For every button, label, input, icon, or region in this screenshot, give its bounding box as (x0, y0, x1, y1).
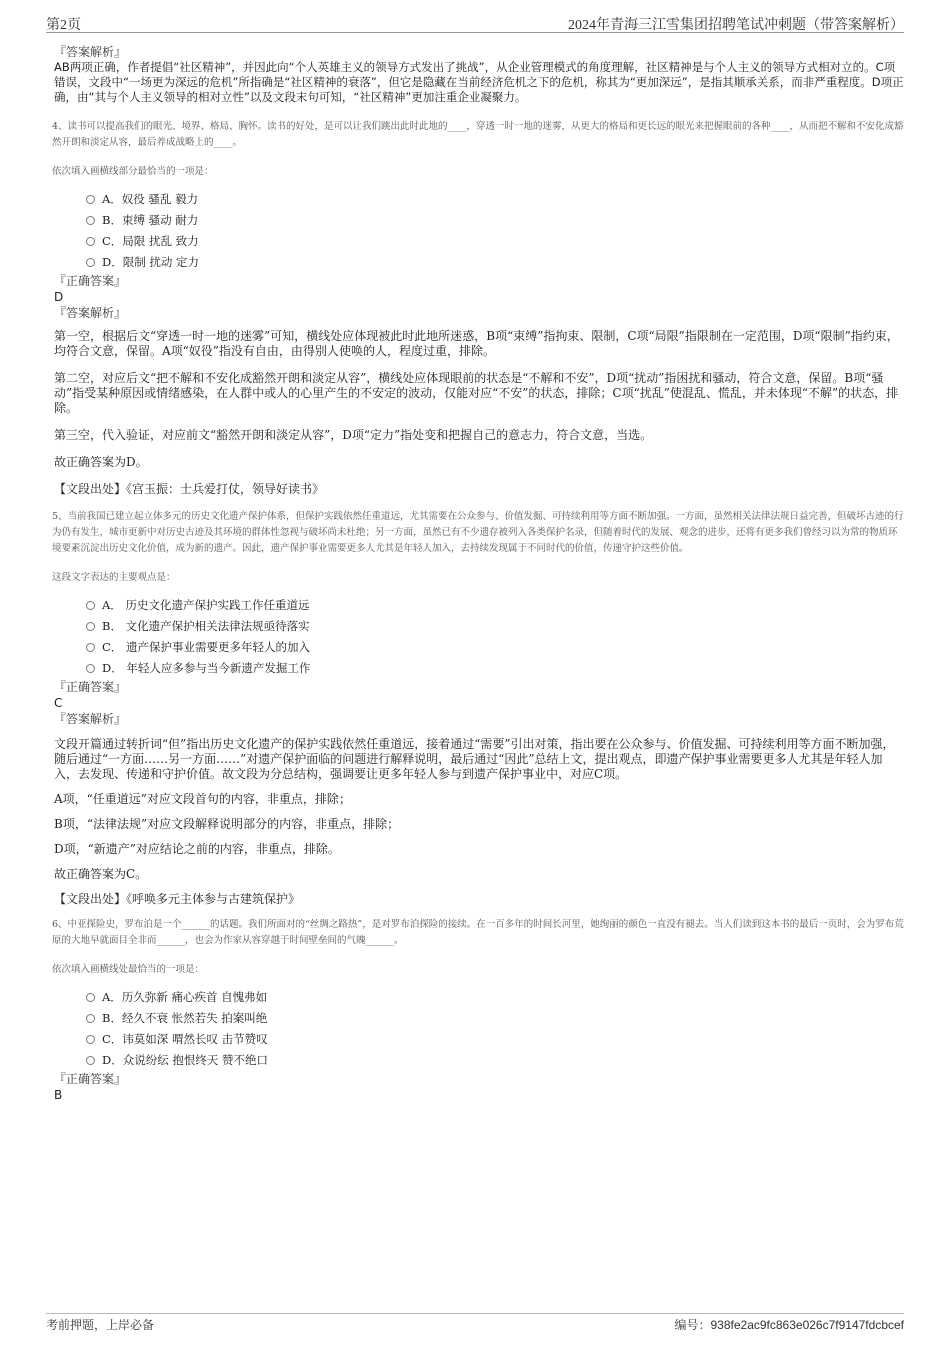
page-number: 第2页 (46, 18, 81, 33)
radio-icon[interactable] (86, 622, 95, 631)
option-a[interactable]: A．奴役 骚乱 毅力 (86, 189, 906, 210)
option-c[interactable]: C．讳莫如深 喟然长叹 击节赞叹 (86, 1029, 906, 1050)
radio-icon[interactable] (86, 1035, 95, 1044)
radio-icon[interactable] (86, 216, 95, 225)
radio-icon[interactable] (86, 1056, 95, 1065)
question-6-options (86, 987, 906, 1071)
option-d[interactable]: D． 年轻人应多参与当今新遗产发掘工作 (86, 658, 906, 679)
correct-answer: C (54, 696, 63, 710)
radio-icon[interactable] (86, 601, 95, 610)
radio-icon[interactable] (86, 258, 95, 267)
radio-icon[interactable] (86, 664, 95, 673)
explain-paragraph: 第一空，根据后文“穿透一时一地的迷雾”可知，横线处应体现被此时此地所迷惑，B项“束缚”指拘束、限制，C项“局限”指限制在一定范围，D项“限制”指约束，均符合文意，保留。A项“奴役”指没有自由，由得别人使唤的人，程度过重，排除。 (54, 329, 899, 358)
question-4-text: 4、读书可以提高我们的眼光、境界、格局、胸怀。读书的好处，是可以让我们跳出此时此地的____，穿透一时一地的迷雾，从更大的格局和更长远的眼光来把握眼前的各种____，从而把不解和不安化成豁然开朗和淡定从容，最后养成战略上的____。 (52, 121, 904, 148)
explain-paragraph: B项，“法律法规”对应文段解释说明部分的内容，非重点，排除； (54, 817, 400, 831)
option-a[interactable]: A． 历史文化遗产保护实践工作任重道远 (86, 595, 906, 616)
question-5-options (86, 595, 906, 679)
document-body (46, 44, 906, 1103)
option-a[interactable]: A．历久弥新 痛心疾首 自愧弗如 (86, 987, 906, 1008)
answer-explain-label: 『答案解析』 (54, 306, 127, 320)
source-citation: 【文段出处】《宫玉振：士兵爱打仗，领导好读书》 (54, 482, 325, 496)
question-6-prompt: 依次填入画横线处最恰当的一项是： (52, 964, 205, 975)
option-b[interactable]: B．经久不衰 怅然若失 拍案叫绝 (86, 1008, 906, 1029)
option-d[interactable]: D．限制 扰动 定力 (86, 252, 906, 273)
explain-paragraph: 文段开篇通过转折词“但”指出历史文化遗产的保护实践依然任重道远，接着通过“需要”引出对策，指出要在公众参与、价值发掘、可持续利用等方面不断加强，随后通过“一方面……另一方面……”对遗产保护面临的问题进行解释说明，最后通过“因此”总结上文，提出观点，即遗产保护事业需要更多人尤其是年轻人加入，去发现、传递和守护价值。故文段为分总结构，强调要让更多年轻人参与到遗产保护事业中，对应C项。 (54, 737, 895, 781)
explain-paragraph: A项，“任重道远”对应文段首句的内容，非重点，排除； (54, 792, 351, 806)
radio-icon[interactable] (86, 195, 95, 204)
radio-icon[interactable] (86, 993, 95, 1002)
correct-answer-label: 『正确答案』 (54, 680, 127, 694)
question-6-text: 6、中亚探险史，罗布泊是一个______的话题。我们所面对的“丝绸之路热”，是对罗布泊探险的接续。在一百多年的时间长河里，她绚丽的颜色一直没有褪去。当人们读到这本书的最后一页时，会为罗布荒原的大地早就面目全非而______，也会为作家从容穿越于时间壁垒间的气魄______。 (52, 919, 904, 946)
source-citation: 【文段出处】《呼唤多元主体参与古建筑保护》 (54, 892, 301, 906)
option-b[interactable]: B．束缚 骚动 耐力 (86, 210, 906, 231)
correct-answer-label: 『正确答案』 (54, 274, 127, 288)
correct-answer-label: 『正确答案』 (54, 1072, 127, 1086)
explain-conclusion: 故正确答案为D。 (54, 455, 148, 469)
explain-paragraph: 第三空，代入验证，对应前文“豁然开朗和淡定从容”，D项“定力”指处变和把握自己的意志力，符合文意，当选。 (54, 428, 653, 442)
option-d[interactable]: D．众说纷纭 抱恨终天 赞不绝口 (86, 1050, 906, 1071)
answer-explain-label: 『答案解析』 (54, 712, 127, 726)
document-id: 编号：938fe2ac9fc863e026c7f9147fdcbcef (674, 1318, 904, 1332)
correct-answer: D (54, 290, 64, 304)
page-header (46, 12, 904, 33)
question-4-prompt: 依次填入画横线部分最恰当的一项是： (52, 166, 214, 177)
radio-icon[interactable] (86, 237, 95, 246)
explain-paragraph: 第二空，对应后文“把不解和不安化成豁然开朗和淡定从容”，横线处应体现眼前的状态是“不解和不安”，D项“扰动”指困扰和骚动，符合文意，保留。B项“骚动”指受某种原因或情绪感染，在人群中或人的心里产生的不安定的波动，仅能对应“不安”的状态，排除；C项“扰乱”使混乱、慌乱，并未体现“不解”的状态，排除。 (54, 371, 899, 415)
answer-explain-label: 『答案解析』 (54, 45, 127, 59)
question-5-text: 5、当前我国已建立起立体多元的历史文化遗产保护体系，但保护实践依然任重道远，尤其需要在公众参与、价值发掘、可持续利用等方面不断加强。一方面，虽然相关法律法规日益完善，但破坏古迹的行为仍有发生，城市更新中对历史古迹及其环境的群体性忽视与破坏尚未杜绝；另一方面，虽然已有不少遗存被列入各类保护名录，但随着时代的发展、观念的进步，还将有更多我们曾经习以为常的物质环境要素沉淀出历史文化价值，成为新的遗产。因此，遗产保护事业需要更多人尤其是年轻人加入，去持续发现属于不同时代的价值，传递守护这些价值。 (52, 511, 904, 554)
correct-answer: B (54, 1088, 63, 1102)
radio-icon[interactable] (86, 643, 95, 652)
explain-conclusion: 故正确答案为C。 (54, 867, 148, 881)
question-5-prompt: 这段文字表达的主要观点是： (52, 572, 176, 583)
page-footer (46, 1313, 904, 1334)
question-4-options (86, 189, 906, 273)
document-title: 2024年青海三江雪集团招聘笔试冲刺题（带答案解析） (568, 18, 904, 33)
option-c[interactable]: C． 遗产保护事业需要更多年轻人的加入 (86, 637, 906, 658)
option-c[interactable]: C．局限 扰乱 致力 (86, 231, 906, 252)
option-b[interactable]: B． 文化遗产保护相关法律法规亟待落实 (86, 616, 906, 637)
footer-slogan: 考前押题，上岸必备 (46, 1318, 155, 1332)
explain-paragraph: D项，“新遗产”对应结论之前的内容，非重点，排除。 (54, 842, 340, 856)
answer-explain-text: AB两项正确，作者提倡“社区精神”，并因此向“个人英雄主义的领导方式发出了挑战”，从企业管理模式的角度理解，社区精神是与个人主义的领导方式相对立的。C项错误，文段中“一场更为深远的危机”所指确是“社区精神的衰落”，但它是隐藏在当前经济危机之下的危机，称其为“更加深远”，是指其顺承关系，而非严重程度。D项正确，由“其与个人主义领导的相对立性”以及文段末句可知，“社区精神”更加注重企业凝聚力。 (54, 60, 904, 104)
radio-icon[interactable] (86, 1014, 95, 1023)
